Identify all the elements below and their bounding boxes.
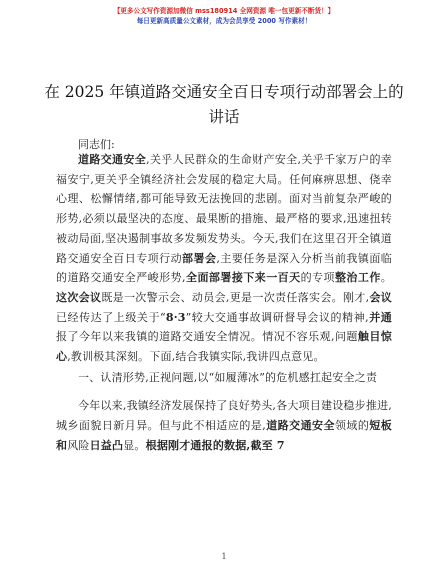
- emphasis-text: 全面部署接下来一百天: [185, 271, 301, 285]
- paragraph-2: [56, 396, 392, 455]
- emphasis-text: 这次会议: [56, 290, 102, 304]
- body-text: ,主要任务是深入分析当前我镇面临的道路交通安全严峻形势,: [56, 251, 392, 285]
- emphasis-text: 道路交通安全: [265, 419, 335, 433]
- emphasis-text: 8·3: [165, 310, 186, 324]
- body-text: 报了今年以来我镇的道路交通安全情况。情况不容乐观,问题: [56, 330, 358, 344]
- emphasis-text: 部署会: [182, 251, 217, 265]
- emphasis-text: 整治工作: [334, 271, 381, 285]
- body-text: ”较大交通事故调研督导会议的精神,: [185, 310, 369, 324]
- body-text: 今年以来,我镇经济发展保持了良好势头,各大项目建设稳步推进,城乡面貌日新月异。但与此不相适应的是,: [56, 399, 392, 433]
- body-text: 。: [380, 271, 392, 285]
- body-text: 显。: [123, 438, 146, 452]
- body-text: ,关乎人民群众的生命财产安全,关乎千家万户的幸福安宁,更关乎全镇经济社会发展的稳定大局。任何麻痹思想、侥幸心理、松懈情绪,都可能导致无法挽回的悲剧。面对当前复杂严峻的形势,必须以最坚决的态度、最果断的措施、最严格的要求,迅速扭转被动局面,坚决遏制事故多发频发势头。今天,我们在这里召开全镇道路交通安全百日专项行动: [56, 153, 393, 265]
- page-number: 1: [221, 552, 227, 561]
- body-text: ,教训极其深刻。下面,结合我镇实际,我讲四点意见。: [67, 350, 325, 364]
- body-text: 风险: [67, 438, 90, 452]
- body-text: 既是一次警示会、动员会,更是一次责任落实会。刚才,: [101, 290, 370, 304]
- emphasis-text: 日益凸: [89, 438, 124, 452]
- emphasis-text: 并通: [368, 310, 392, 324]
- body-text: 领域的: [334, 419, 370, 433]
- emphasis-text: 根据刚才通报的数据,截至 7: [145, 438, 285, 452]
- body-text: 的专项: [300, 271, 335, 285]
- emphasis-text: 会议: [369, 290, 392, 304]
- promo-banner-line-1: 【更多公文写作资源加微信 mss180914 全网资源 唯一包更新不断货！】: [113, 7, 335, 15]
- emphasis-text: 触目惊心: [56, 330, 392, 364]
- emphasis-text: 短板和: [56, 419, 393, 452]
- emphasis-text: 道路交通安全: [78, 153, 147, 166]
- document-body: [56, 150, 392, 456]
- promo-banner-line-2: 每日更新高质量公文素材，成为会员享受 2000 写作素材！: [136, 17, 312, 25]
- body-text: 已经传达了上级关于“: [56, 310, 166, 324]
- section-heading-1: 一、认清形势,正视问题,以“如履薄冰”的危机感扛起安全之责: [78, 370, 378, 384]
- paragraph-1: [56, 150, 392, 367]
- document-title: 在 2025 年镇道路交通安全百日专项行动部署会上的讲话: [44, 83, 404, 126]
- salutation: 同志们:: [78, 138, 115, 151]
- promo-banner: [0, 6, 448, 26]
